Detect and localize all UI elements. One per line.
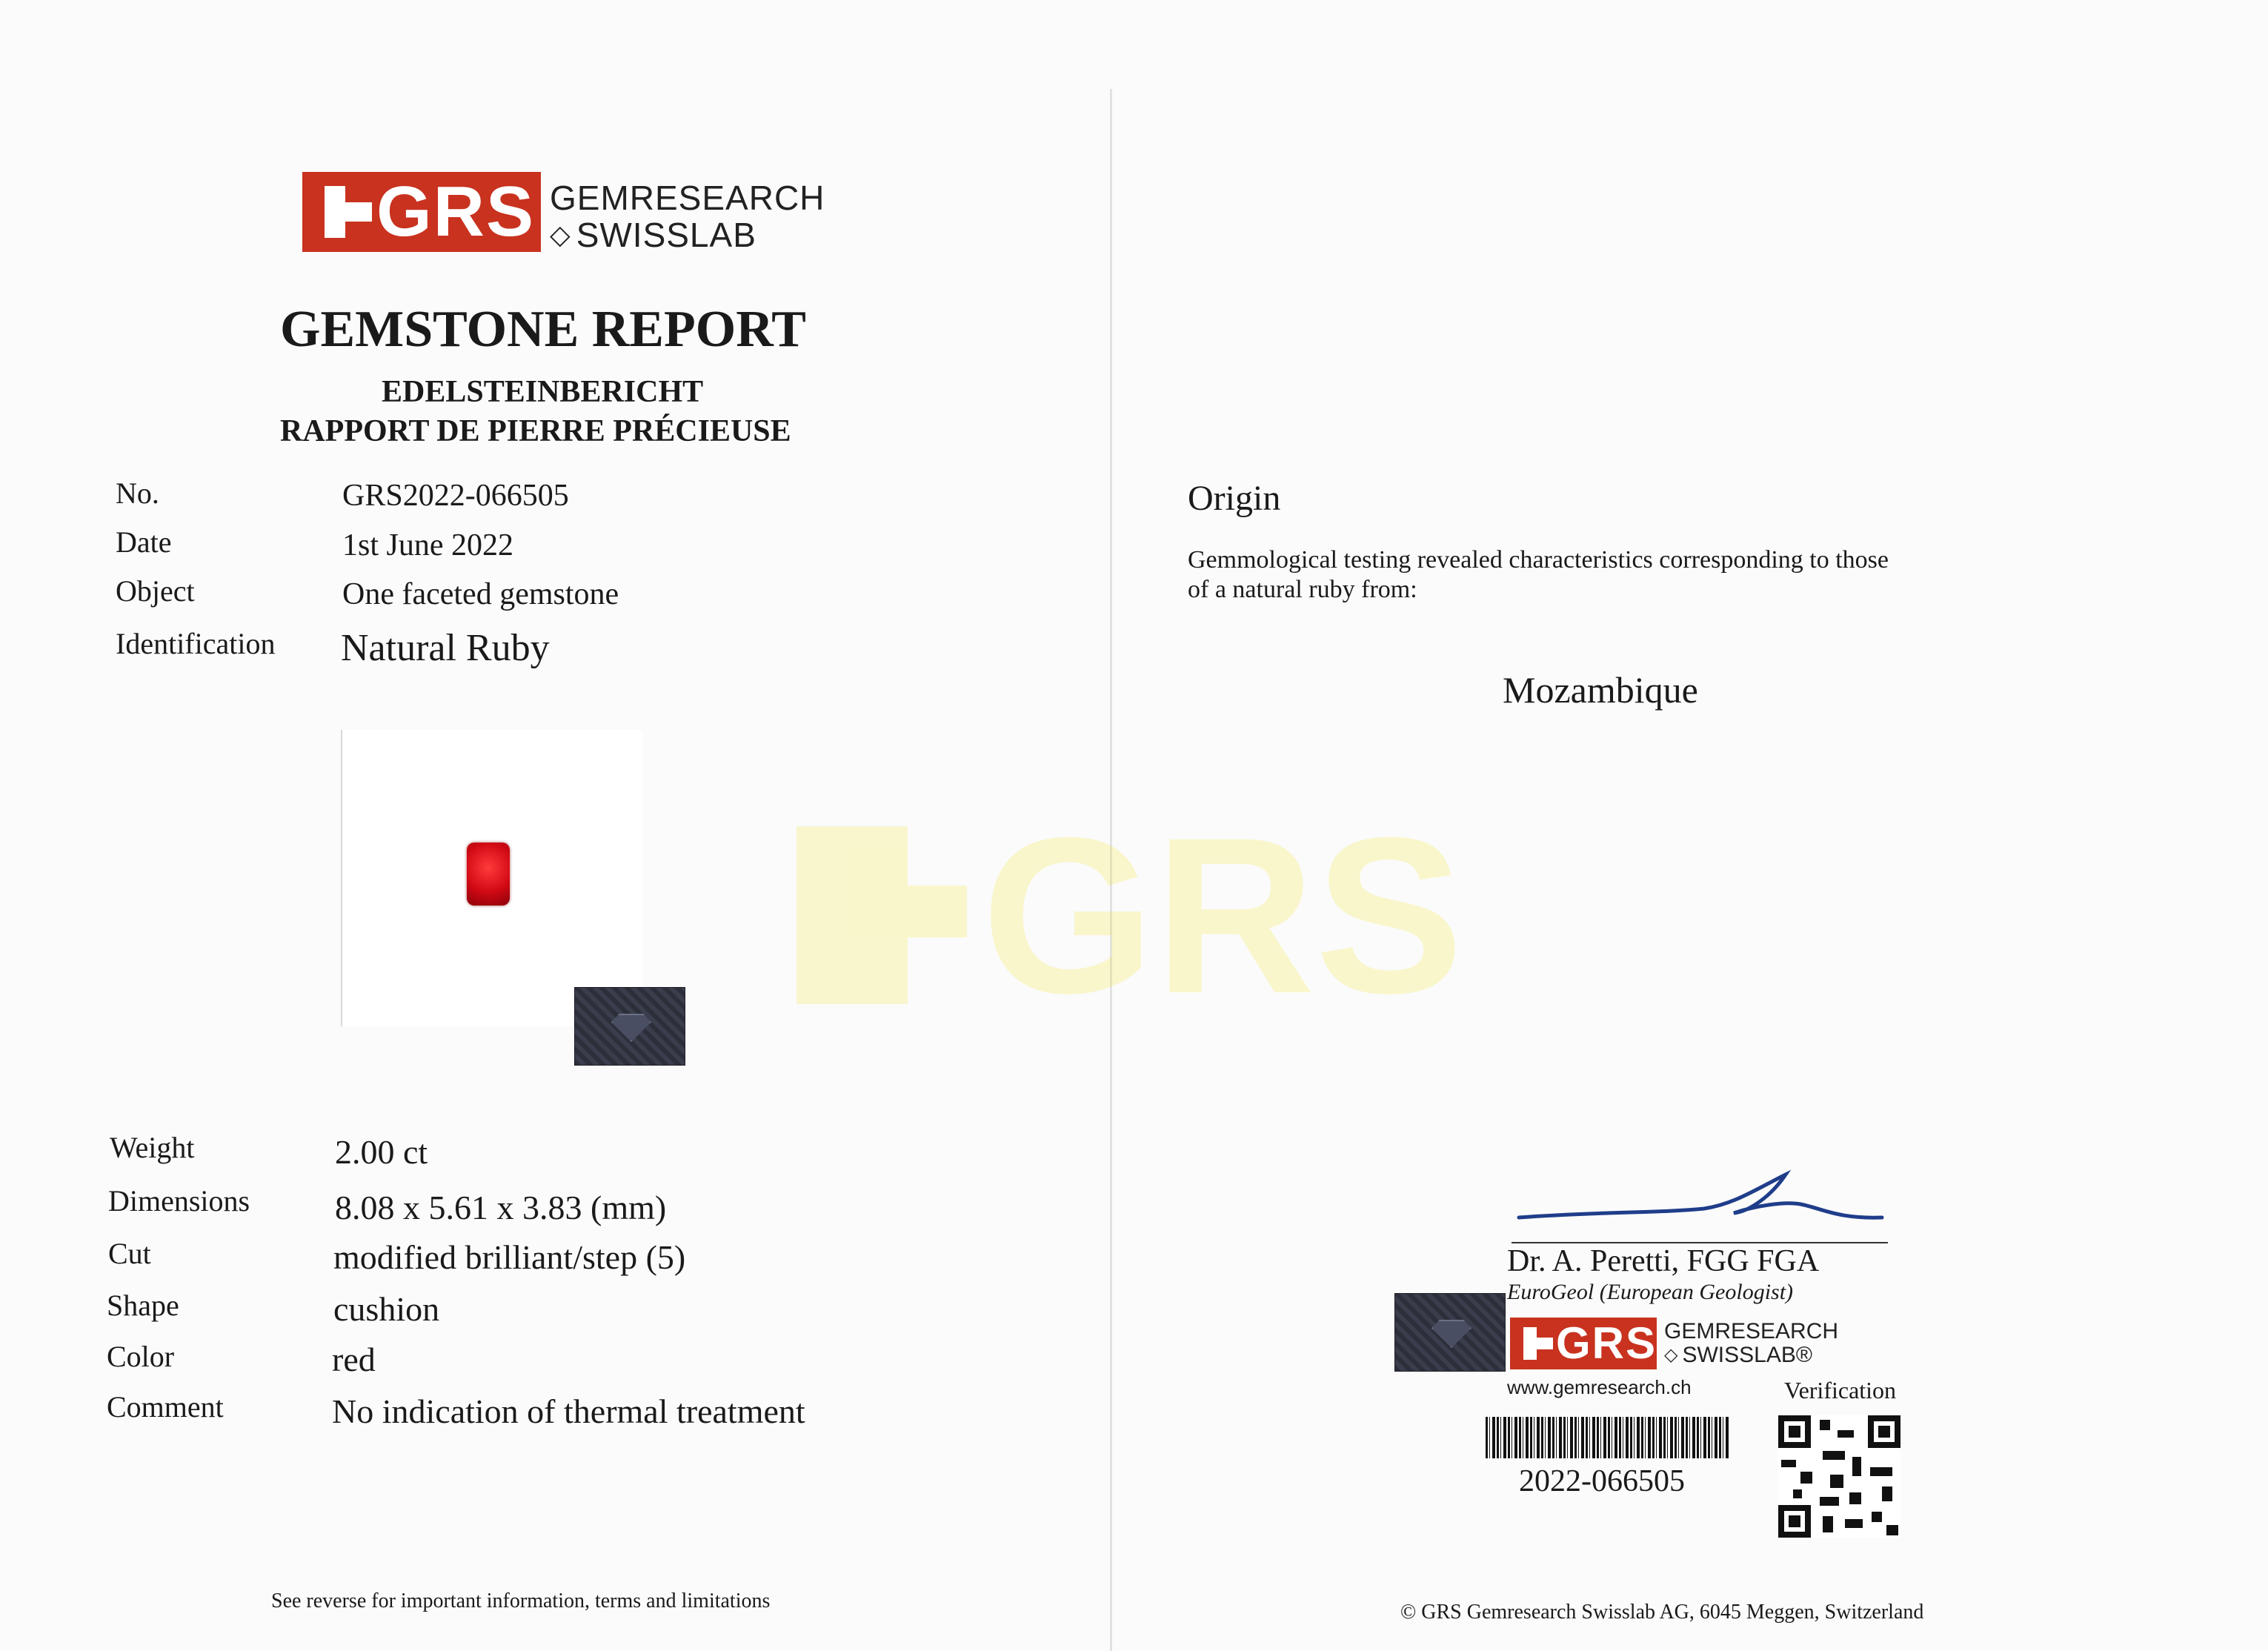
diamond-icon: ◇ — [550, 219, 571, 250]
field-value-identification: Natural Ruby — [341, 627, 550, 669]
field-label-number: No. — [116, 476, 159, 510]
logo-line1: GEMRESEARCH — [550, 179, 825, 217]
field-label-date: Date — [116, 525, 172, 559]
footer-copyright: © GRS Gemresearch Swisslab AG, 6045 Meggen, Switzerland — [1400, 1601, 1924, 1624]
field-label-dimensions: Dimensions — [108, 1184, 250, 1218]
origin-text-line2: of a natural ruby from: — [1188, 576, 1417, 603]
signatory-title: EuroGeol (European Geologist) — [1507, 1280, 1794, 1304]
verification-qr-code[interactable] — [1778, 1415, 1900, 1538]
field-label-comment: Comment — [107, 1390, 224, 1424]
logo-line2: SWISSLAB — [576, 216, 756, 254]
logo-small-wordmark — [1664, 1321, 1838, 1366]
origin-text-line1: Gemmological testing revealed characteristics corresponding to those — [1188, 546, 1889, 574]
watermark-text: GRS — [982, 791, 1464, 1040]
swiss-cross-icon-small — [1523, 1327, 1537, 1360]
signature-image — [1512, 1160, 1897, 1249]
barcode-number: 2022-066505 — [1519, 1464, 1685, 1498]
field-value-number: GRS2022-066505 — [342, 479, 569, 513]
verification-label: Verification — [1784, 1377, 1897, 1403]
report-title: GEMSTONE REPORT — [280, 301, 806, 358]
field-label-weight: Weight — [110, 1131, 195, 1164]
logo-small-line1: GEMRESEARCH — [1664, 1319, 1839, 1343]
field-label-object: Object — [116, 574, 195, 608]
grs-logo-small — [1510, 1318, 1657, 1369]
field-value-dimensions: 8.08 x 5.61 x 3.83 (mm) — [335, 1189, 667, 1226]
origin-country: Mozambique — [1503, 669, 1698, 711]
field-value-date: 1st June 2022 — [342, 528, 513, 562]
field-label-cut: Cut — [108, 1237, 151, 1270]
field-value-weight: 2.00 ct — [335, 1133, 428, 1171]
report-subtitle-de: EDELSTEINBERICHT — [382, 375, 704, 409]
footer-note: See reverse for important information, terms and limitations — [271, 1589, 771, 1612]
origin-heading: Origin — [1188, 479, 1281, 518]
field-value-shape: cushion — [333, 1290, 440, 1328]
diamond-icon-small: ◇ — [1664, 1345, 1678, 1365]
report-subtitle-fr: RAPPORT DE PIERRE PRÉCIEUSE — [280, 414, 791, 448]
logo-small-line2: SWISSLAB® — [1682, 1343, 1812, 1367]
field-label-shape: Shape — [107, 1289, 179, 1322]
website-link[interactable]: www.gemresearch.ch — [1507, 1376, 1692, 1398]
field-value-comment: No indication of thermal treatment — [332, 1392, 805, 1430]
field-label-color: Color — [107, 1340, 175, 1373]
hologram-seal-small — [1394, 1293, 1506, 1372]
barcode — [1486, 1417, 1730, 1458]
logo-small-brand: GRS — [1555, 1318, 1657, 1368]
field-value-object: One faceted gemstone — [342, 577, 619, 611]
logo-brand: GRS — [376, 172, 536, 251]
field-value-cut: modified brilliant/step (5) — [333, 1238, 686, 1276]
field-value-color: red — [332, 1341, 376, 1378]
signatory-name: Dr. A. Peretti, FGG FGA — [1507, 1244, 1820, 1278]
field-label-identification: Identification — [116, 627, 276, 660]
